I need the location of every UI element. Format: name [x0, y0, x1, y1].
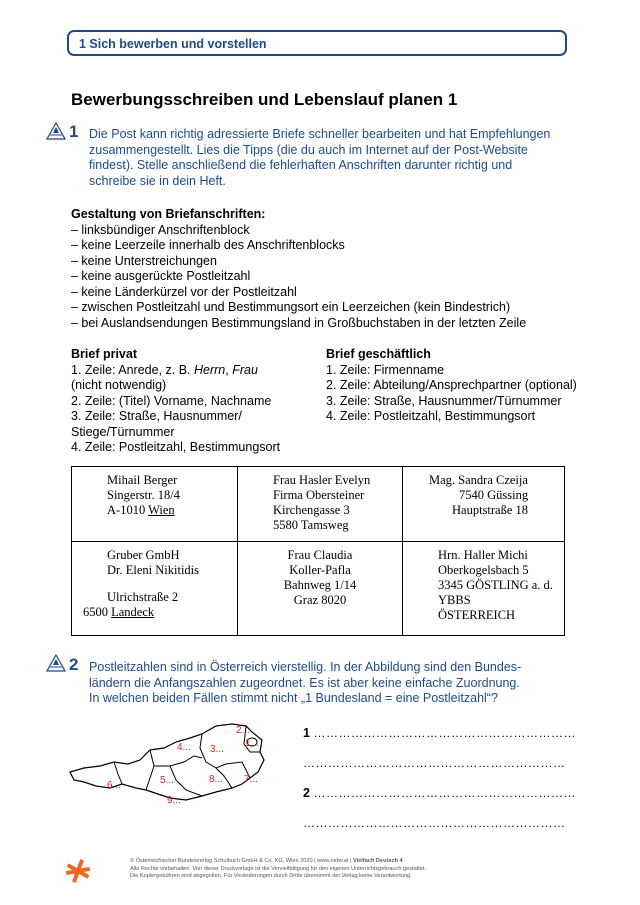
map-label: 7... [244, 774, 258, 785]
task-line: Die Post kann richtig adressierte Briefe schneller bearbeiten und hat Empfehlungen [89, 127, 551, 141]
task-line: findest). Stelle anschließend die fehlerhaften Anschriften darunter richtig und [89, 158, 513, 172]
map-label: 3... [210, 744, 224, 755]
address-cell: Frau Claudia Koller-Pafla Bahnweg 1/14 Graz 8020 [238, 542, 403, 636]
private-line-1b: (nicht notwendig) [71, 378, 167, 392]
guideline-item: – keine ausgerückte Postleitzahl [71, 269, 251, 283]
private-line-1: 1. Zeile: Anrede, z. B. Herrn, Frau [71, 362, 258, 377]
task-instructions [89, 127, 550, 189]
answer-1-cont[interactable]: ……………………………………………………… [303, 756, 566, 770]
task-instructions [89, 660, 521, 707]
address-cell: Mag. Sandra Czeija 7540 Güssing Hauptstraße 18 [403, 467, 565, 542]
answer-1[interactable]: 1 ……………………………………………………… [303, 726, 576, 740]
task-line: zusammengestellt. Lies die Tipps (die du auch im Internet auf der Post-Website [89, 142, 528, 157]
address-cell: Frau Hasler Evelyn Firma Obersteiner Kirchengasse 3 5580 Tamsweg [238, 467, 403, 542]
map-label: 6... [107, 780, 121, 791]
guideline-item: – zwischen Postleitzahl und Bestimmungsort ein Leerzeichen (kein Bindestrich) [71, 300, 511, 314]
task-number: 1 [69, 122, 79, 141]
task-line: In welchen beiden Fällen stimmt nicht „1 Bundesland = eine Postleitzahl“? [89, 691, 498, 705]
map-label: 5... [160, 775, 174, 786]
task-line: Postleitzahlen sind in Österreich vierstellig. In der Abbildung sind den Bundes- [89, 660, 522, 674]
guideline-item: – keine Länderkürzel vor der Postleitzahl [71, 284, 297, 299]
answer-2[interactable]: 2 ……………………………………………………… [303, 786, 576, 800]
private-heading: Brief privat [71, 347, 137, 361]
footer-copyright: © Österreichischer Bundesverlag Schulbuch GmbH & Co. KG, Wien 2020 | www.oebv.at | Vielfach Deutsch 4 Alle Rechte vorbehalten. Von dieser Druckvorlage ist die Vervielfältigung für den eigenen Unterrichtsgebrauch gestattet. Die Kopiergebühren sind abgegolten. Für Veränderungen durch Dritte übernimmt der Verlag keine Verantwortung. [130, 858, 427, 879]
task-number: 2 [69, 655, 79, 674]
difficulty-icon [46, 654, 66, 672]
business-letter-rules [326, 347, 577, 425]
map-label: 9... [167, 795, 181, 806]
address-table [71, 466, 565, 636]
guideline-item: – keine Unterstreichungen [71, 253, 217, 268]
map-label: 2... [236, 725, 250, 736]
address-cell: Gruber GmbH Dr. Eleni Nikitidis Ulrichstraße 2 6500 Landeck [72, 542, 238, 636]
chapter-header [67, 30, 567, 56]
guidelines-heading: Gestaltung von Briefanschriften: [71, 207, 266, 221]
private-line-3: 3. Zeile: Straße, Hausnummer/ [71, 409, 242, 423]
guideline-item: – keine Leerzeile innerhalb des Anschriftenblocks [71, 238, 345, 252]
private-line-2: 2. Zeile: (Titel) Vorname, Nachname [71, 393, 272, 408]
guideline-item: – linksbündiger Anschriftenblock [71, 222, 250, 237]
difficulty-icon [46, 122, 66, 140]
business-line-1: 1. Zeile: Firmenname [326, 362, 445, 377]
private-line-4: 4. Zeile: Postleitzahl, Bestimmungsort [71, 440, 281, 454]
publisher-logo [66, 858, 90, 884]
business-heading: Brief geschäftlich [326, 347, 431, 361]
guidelines-list [71, 207, 526, 331]
task-line: ländern die Anfangszahlen zugeordnet. Es ist aber keine einfache Zuordnung. [89, 675, 520, 690]
address-cell: Mihail Berger Singerstr. 18/4 A-1010 Wien [72, 467, 238, 542]
map-label: 1... [245, 738, 259, 749]
private-line-3b: Stiege/Türnummer [71, 424, 175, 439]
business-line-3: 3. Zeile: Straße, Hausnummer/Türnummer [326, 393, 562, 408]
chapter-title: 1 Sich bewerben und vorstellen [79, 37, 267, 51]
austria-map [66, 718, 286, 810]
map-label: 8... [209, 774, 223, 785]
task-line: schreibe sie in dein Heft. [89, 173, 226, 188]
answer-2-cont[interactable]: ……………………………………………………… [303, 816, 566, 830]
business-line-4: 4. Zeile: Postleitzahl, Bestimmungsort [326, 409, 536, 423]
map-label: 4... [177, 742, 191, 753]
private-letter-rules [71, 347, 280, 456]
address-cell: Hrn. Haller Michi Oberkogelsbach 5 3345 GÖSTLING a. d. YBBS ÖSTERREICH [403, 542, 565, 636]
page-title: Bewerbungsschreiben und Lebenslauf planen 1 [71, 90, 458, 109]
guideline-item: – bei Auslandsendungen Bestimmungsland in Großbuchstaben in der letzten Zeile [71, 315, 527, 330]
business-line-2: 2. Zeile: Abteilung/Ansprechpartner (optional) [326, 378, 577, 392]
